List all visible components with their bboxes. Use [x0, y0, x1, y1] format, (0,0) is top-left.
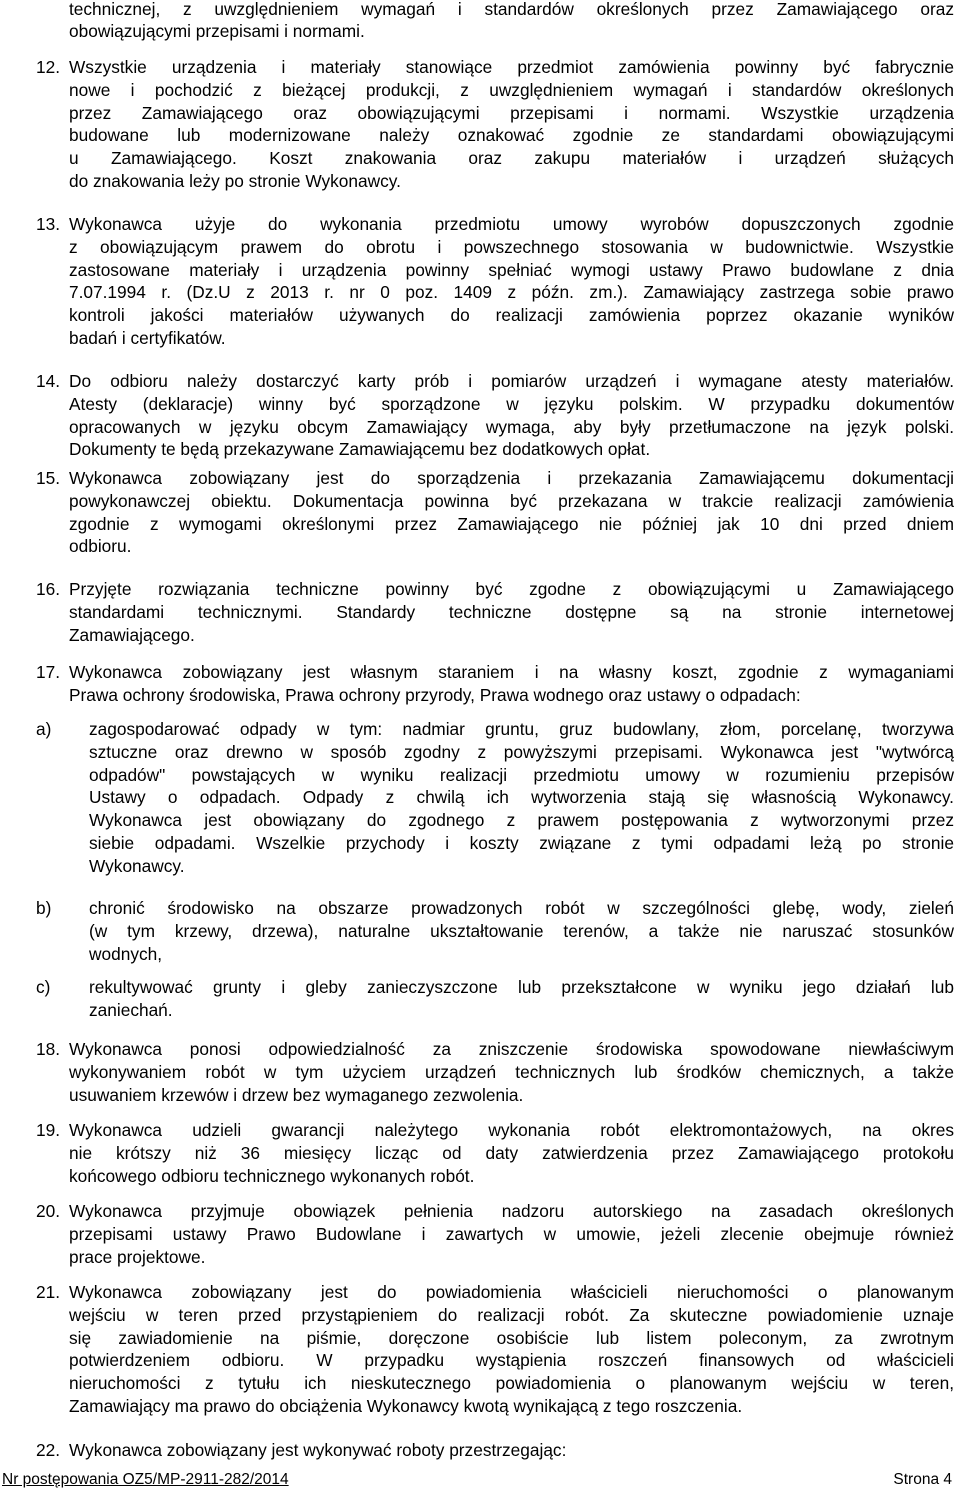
item-line: u Zamawiającego. Koszt znakowania oraz zakupu materiałów i urządzeń służących [69, 148, 954, 169]
item-line: przepisami ustawy Prawo Budowlane i zawartych w umowie, jeżeli zlecenie obejmuje również [69, 1223, 954, 1244]
item-number: 22. [36, 1440, 61, 1460]
item-line: nie krótszy niż 36 miesięcy licząc od daty zatwierdzenia przez Zamawiającego protokołu [69, 1142, 954, 1163]
item-line: Atesty (deklaracje) winny być sporządzone w języku polskim. W przypadku dokumentów [69, 393, 954, 414]
subitem-line: zaniechań. [89, 999, 173, 1020]
item-line: Wykonawca użyje do wykonania przedmiotu umowy wyrobów dopuszczonych zgodnie [69, 214, 954, 234]
subitem-line: siebie odpadami. Wszelkie przychody i koszty związane z tymi odpadami leżą po stronie [89, 833, 954, 853]
item-line: Wykonawca ponosi odpowiedzialność za zniszczenie środowiska spowodowane niewłaściwym [69, 1039, 954, 1059]
item-line: końcowego odbioru technicznego wykonanych robót. [69, 1165, 475, 1186]
item-number: 14. [36, 371, 61, 391]
item-line: Wykonawca zobowiązany jest do powiadomienia właścicieli nieruchomości o planowanym [69, 1282, 954, 1302]
footer-reference: Nr postępowania OZ5/MP-2911-282/2014 [2, 1471, 289, 1488]
intro-line: obowiązującymi przepisami i normami. [69, 21, 365, 41]
item-line: nowe i pochodzić z bieżącej produkcji, z uwzględnieniem wymagań i standardów określonych [69, 79, 954, 100]
item-line: potwierdzeniem odbioru. W przypadku wystąpienia roszczeń finansowych od właścicieli [69, 1350, 954, 1371]
item-number: 21. [36, 1282, 61, 1302]
item-line: z obowiązującym prawem do obrotu i powszechnego stosowania w budownictwie. Wszystkie [69, 236, 954, 257]
item-line: Prawa ochrony środowiska, Prawa ochrony przyrody, Prawa wodnego oraz ustawy o odpadach: [69, 684, 801, 705]
item-number: 12. [36, 57, 61, 77]
item-line: powykonawczej obiektu. Dokumentacja powinna być przekazana w trakcie realizacji zamówienia [69, 490, 954, 511]
subitem-letter: b) [36, 898, 52, 918]
subitem-letter: c) [36, 977, 51, 997]
item-line: prace projektowe. [69, 1246, 206, 1267]
subitem-line: (w tym krzewy, drzewa), naturalne ukształtowanie terenów, a także nie naruszać stosunków [89, 920, 954, 941]
item-line: Zamawiającego. [69, 624, 195, 645]
item-line: Wykonawca zobowiązany jest wykonywać roboty przestrzegając: [69, 1440, 567, 1460]
footer-page-number: Strona 4 [893, 1471, 952, 1488]
subitem-line: wodnych, [89, 943, 163, 964]
item-line: budowane lub modernizowane należy oznakować zgodnie ze standardami obowiązującymi [69, 125, 954, 146]
item-line: badań i certyfikatów. [69, 328, 226, 348]
item-line: nieruchomości z tytułu ich nieskutecznego powiadomienia o planowanym wejściu w teren, [69, 1373, 954, 1394]
item-number: 16. [36, 579, 61, 599]
item-line: Dokumenty te będą przekazywane Zamawiającemu bez dodatkowych opłat. [69, 439, 651, 460]
item-line: zastosowane materiały i urządzenia powinny spełniać wymogi ustawy Prawo budowlane z dnia [69, 259, 954, 280]
item-line: do znakowania leży po stronie Wykonawcy. [69, 171, 401, 191]
item-line: Do odbioru należy dostarczyć karty prób i pomiarów urządzeń i wymagane atesty materiałów. [69, 371, 954, 391]
item-line: usuwaniem krzewów i drzew bez wymaganego zezwolenia. [69, 1084, 524, 1105]
subitem-line: sztuczne oraz drewno w sposób zgodny z powyższymi przepisami. Wykonawca jest "wytwórcą [89, 741, 954, 762]
subitem-line: rekultywować grunty i gleby zanieczyszczone lub przekształcone w wyniku jego działań lub [89, 977, 954, 997]
intro-line: technicznej, z uwzględnieniem wymagań i standardów określonych przez Zamawiającego oraz [69, 0, 954, 19]
subitem-line: Wykonawca jest obowiązany do zgodnego z prawem postępowania z wytworzonymi przez [89, 810, 954, 831]
subitem-line: Wykonawcy. [89, 855, 185, 876]
item-number: 20. [36, 1201, 61, 1221]
item-number: 19. [36, 1120, 61, 1140]
item-line: Zamawiający ma prawo do obciążenia Wykonawcy kwotą wynikającą z tego roszczenia. [69, 1396, 743, 1416]
item-line: wejściu w teren przed przystąpieniem do realizacji robót. Za skuteczne powiadomienie uznaje [69, 1304, 954, 1325]
item-line: się zawiadomienie na piśmie, doręczone osobiście lub listem poleconym, za zwrotnym [69, 1327, 954, 1348]
item-number: 18. [36, 1039, 61, 1059]
item-line: zgodnie z wymogami określonymi przez Zamawiającego nie później jak 10 dni przed dniem [69, 513, 954, 534]
item-line: Wszystkie urządzenia i materiały stanowiące przedmiot zamówienia powinny być fabrycznie [69, 57, 954, 77]
item-line: kontroli jakości materiałów używanych do realizacji zamówienia poprzez okazanie wyników [69, 305, 954, 326]
item-number: 17. [36, 662, 61, 682]
item-line: odbioru. [69, 536, 132, 557]
item-line: 7.07.1994 r. (Dz.U z 2013 r. nr 0 poz. 1409 z późn. zm.). Zamawiający zastrzega sobie prawo [69, 282, 954, 303]
subitem-line: Ustawy o odpadach. Odpady z chwilą ich wytworzenia stają się własnością Wykonawcy. [89, 787, 954, 808]
item-line: Wykonawca przyjmuje obowiązek pełnienia nadzoru autorskiego na zasadach określonych [69, 1201, 954, 1221]
item-line: wykonywaniem robót w tym użyciem urządzeń technicznych lub środków chemicznych, a także [69, 1061, 954, 1082]
item-line: przez Zamawiającego oraz obowiązującymi przepisami i normami. Wszystkie urządzenia [69, 102, 954, 123]
item-line: standardami technicznymi. Standardy techniczne dostępne są na stronie internetowej [69, 601, 954, 622]
item-line: Wykonawca zobowiązany jest własnym staraniem i na własny koszt, zgodnie z wymaganiami [69, 662, 954, 682]
subitem-line: zagospodarować odpady w tym: nadmiar gruntu, gruz budowlany, złom, porcelanę, tworzywa [89, 719, 954, 739]
subitem-line: chronić środowisko na obszarze prowadzonych robót w szczególności glebę, wody, zieleń [89, 898, 954, 918]
item-line: opracowanych w języku obcym Zamawiający wymaga, aby były przetłumaczone na język polski. [69, 416, 954, 437]
item-line: Wykonawca udzieli gwarancji należytego wykonania robót elektromontażowych, na okres [69, 1120, 954, 1140]
item-line: Przyjęte rozwiązania techniczne powinny być zgodne z obowiązującymi u Zamawiającego [69, 579, 954, 599]
subitem-letter: a) [36, 719, 52, 739]
item-number: 13. [36, 214, 61, 234]
item-number: 15. [36, 468, 61, 488]
subitem-line: odpadów" powstających w wyniku realizacji przedmiotu umowy w rozumieniu przepisów [89, 764, 954, 785]
item-line: Wykonawca zobowiązany jest do sporządzenia i przekazania Zamawiającemu dokumentacji [69, 468, 954, 488]
